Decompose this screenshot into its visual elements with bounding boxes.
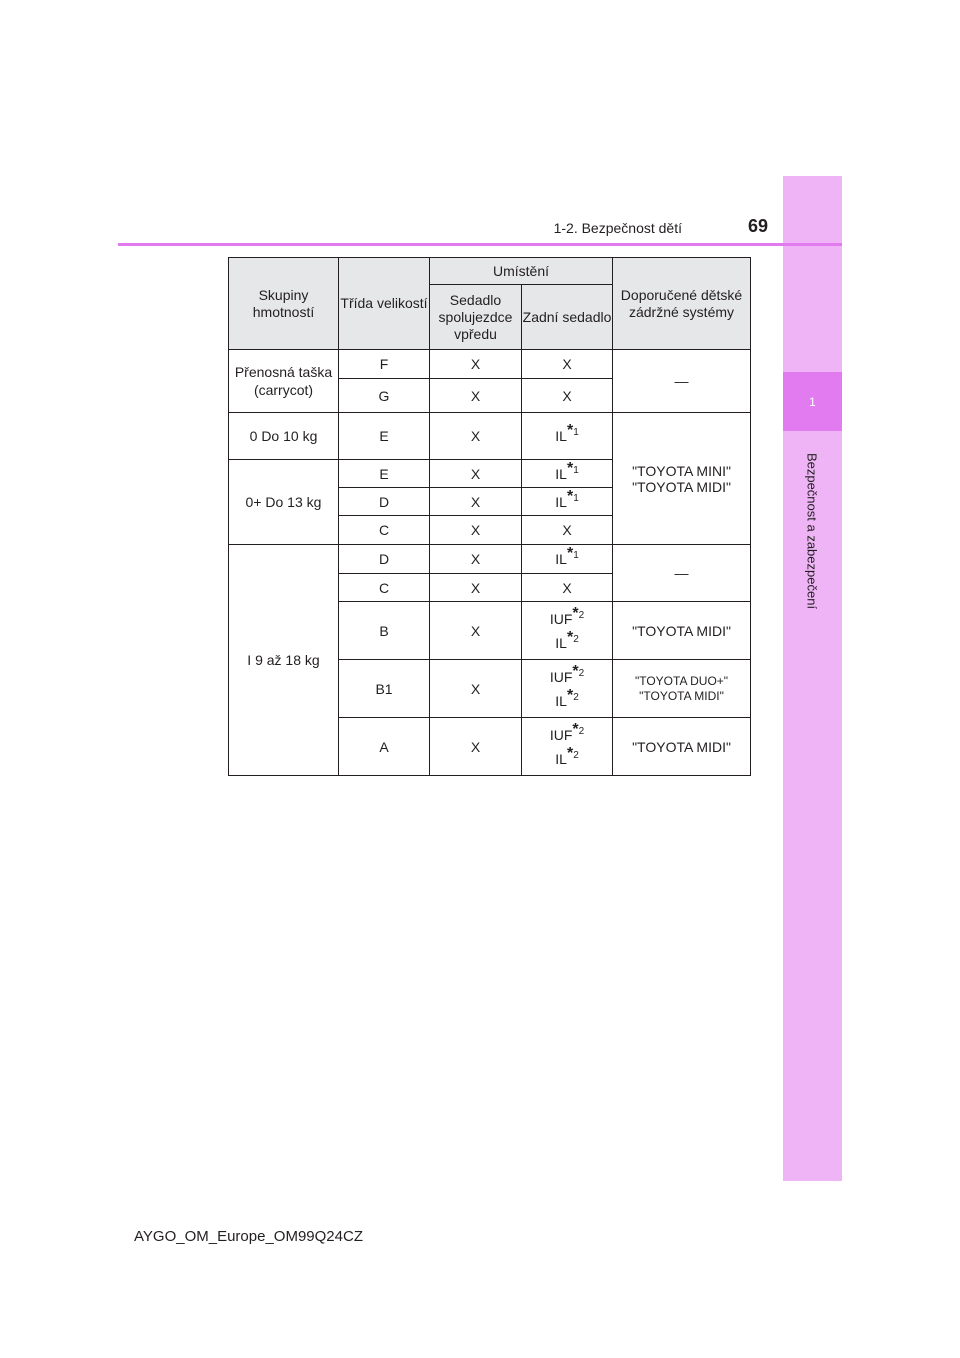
rear-cell [522,718,613,776]
rear-value: IL [555,692,567,709]
document-id: AYGO_OM_Europe_OM99Q24CZ [134,1228,363,1245]
asterisk: * [572,604,579,622]
rear-cell: X [522,379,613,413]
size-cell: G [339,379,430,413]
asterisk: * [566,545,574,563]
recommended-cell: — [613,545,751,602]
front-cell: X [430,413,522,460]
rear-value: IUF [549,668,573,685]
asterisk: * [572,662,579,680]
rear-value: IL [555,493,567,510]
rear-cell [522,660,613,718]
rear-value: IL [555,551,567,567]
header-size-class: Třída velikostí [339,258,430,350]
recommended-cell: — [613,350,751,413]
chapter-title: Bezpečnost a zabezpečení [804,452,820,610]
section-title: 1-2. Bezpečnost dětí [553,220,682,236]
asterisk: * [566,744,574,762]
size-cell: C [339,516,430,545]
front-cell: X [430,545,522,574]
size-cell: D [339,545,430,574]
size-cell: E [339,460,430,488]
asterisk: * [566,686,574,704]
page-number: 69 [748,216,769,236]
header-front-seat: Sedadlo spolujezdce vpředu [430,285,522,350]
rear-value: IL [555,465,567,482]
rear-cell: X [522,350,613,379]
rear-value: IUF [549,726,573,743]
recommended-cell: "TOYOTA DUO+" "TOYOTA MIDI" [613,660,751,718]
rear-value: IL [555,428,567,444]
group-label-I: I 9 až 18 kg [229,545,339,776]
header-placement: Umístění [430,258,613,285]
rear-value: IL [555,634,567,651]
child-seat-table [228,257,751,776]
footnote-ref: 2 [578,725,585,737]
recommended-cell: "TOYOTA MINI" "TOYOTA MIDI" [613,413,751,545]
rear-cell: X [522,574,613,602]
footnote-ref: 1 [573,427,579,439]
group-label-0: 0 Do 10 kg [229,413,339,460]
footnote-ref: 2 [573,749,579,761]
recommended-cell: "TOYOTA MIDI" [613,718,751,776]
header-rear-seat: Zadní sedadlo [522,285,613,350]
group-label-0plus: 0+ Do 13 kg [229,460,339,545]
front-cell: X [430,660,522,718]
asterisk: * [572,720,579,738]
front-cell: X [430,602,522,660]
rear-cell [522,413,613,460]
front-cell: X [430,718,522,776]
rear-cell [522,545,613,574]
front-cell: X [430,516,522,545]
asterisk: * [566,459,574,477]
rear-cell [522,460,613,488]
footnote-ref: 2 [573,633,579,645]
size-cell: B [339,602,430,660]
size-cell: F [339,350,430,379]
header-weight-groups: Skupiny hmotností [229,258,339,350]
front-cell: X [430,488,522,516]
group-label-carrycot: Přenosná taška (carrycot) [229,350,339,413]
rear-cell: X [522,516,613,545]
footnote-ref: 2 [578,609,585,621]
asterisk: * [566,422,574,440]
footnote-ref: 1 [573,464,579,476]
size-cell: D [339,488,430,516]
front-cell: X [430,460,522,488]
footnote-ref: 1 [573,550,579,562]
size-cell: B1 [339,660,430,718]
rear-value: IL [555,750,567,767]
footnote-ref: 2 [578,667,585,679]
footnote-ref: 1 [573,492,579,504]
asterisk: * [566,487,574,505]
size-cell: C [339,574,430,602]
footnote-ref: 2 [573,691,579,703]
rear-cell [522,602,613,660]
size-cell: E [339,413,430,460]
front-cell: X [430,574,522,602]
chapter-side-tab [783,176,842,1181]
front-cell: X [430,379,522,413]
front-cell: X [430,350,522,379]
recommended-cell: "TOYOTA MIDI" [613,602,751,660]
rear-value: IUF [549,610,573,627]
rear-cell [522,488,613,516]
chapter-number: 1 [783,372,842,431]
asterisk: * [566,628,574,646]
header-divider [118,243,842,246]
size-cell: A [339,718,430,776]
header-recommended: Doporučené dětské zádržné systémy [613,258,751,350]
